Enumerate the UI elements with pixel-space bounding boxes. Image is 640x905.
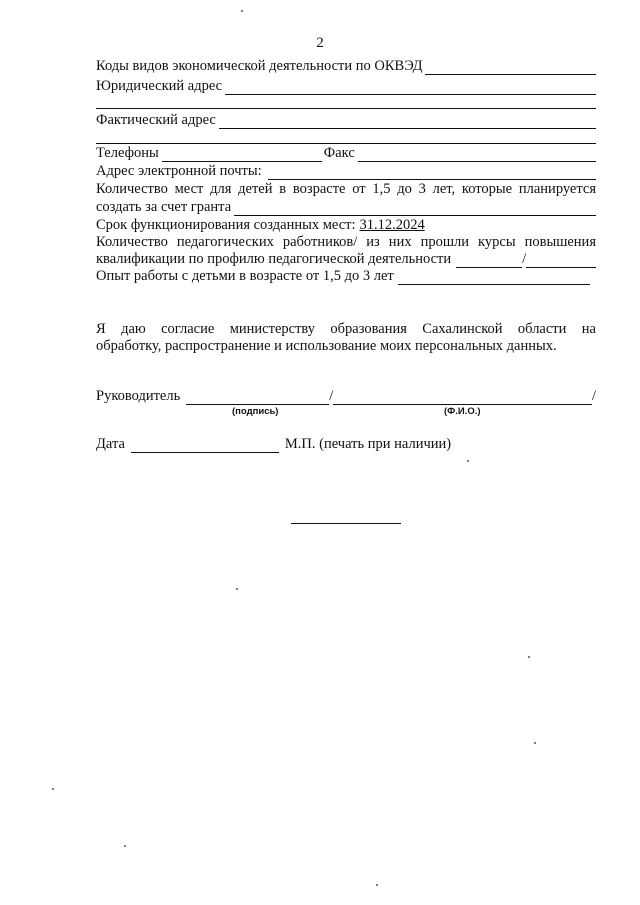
term-row [96,217,596,234]
phones-row [96,145,596,162]
okved-row [96,58,596,75]
legal-address-field-2[interactable] [96,108,596,109]
fax-label: Факс [323,145,355,161]
places-field[interactable] [234,202,596,216]
experience-label: Опыт работы с детьми в возрасте от 1,5 до 3 лет [96,268,394,284]
signature-field[interactable] [186,391,329,405]
closing-divider [291,523,401,524]
actual-address-field-2[interactable] [96,143,596,144]
teachers-total-field[interactable] [456,254,522,268]
teachers-label-2: квалификации по профилю педагогической деятельности [96,251,452,267]
okved-label: Коды видов экономической деятельности по ОКВЭД [96,58,423,74]
date-field[interactable] [131,439,279,453]
consent-row-2 [96,338,596,355]
term-label: Срок функционирования созданных мест: [96,217,356,233]
legal-address-label: Юридический адрес [96,78,223,94]
scan-speck [236,588,238,590]
okved-field[interactable] [425,61,596,75]
page-number: 2 [316,35,324,51]
head-label: Руководитель [96,388,181,404]
teachers-label-1: Количество педагогических работников/ из них прошли курсы повышения [96,234,596,250]
fax-field[interactable] [358,148,596,162]
legal-address-row [96,78,596,95]
teachers-row-2 [96,251,596,268]
actual-address-label: Фактический адрес [96,112,216,128]
scan-speck [241,10,243,12]
teachers-row-1 [96,234,596,251]
email-field[interactable] [268,166,596,180]
consent-text-2: обработку, распространение и использование моих персональных данных. [96,338,557,354]
experience-field[interactable] [398,271,590,285]
consent-row-1 [96,321,596,338]
name-caption: (Ф.И.О.) [444,406,481,417]
head-row [96,388,596,405]
scan-speck [528,656,530,658]
actual-address-row [96,112,596,129]
phones-label: Телефоны [96,145,159,161]
teachers-trained-field[interactable] [526,254,596,268]
head-separator-1: / [329,388,334,404]
consent-text-1: Я даю согласие министерству образования Сахалинской области на [96,321,596,337]
email-row [96,163,596,180]
actual-address-field[interactable] [219,115,596,129]
date-label: Дата [96,436,125,452]
scan-speck [52,788,54,790]
date-row [96,436,476,453]
head-separator-2: / [591,388,596,404]
term-value: 31.12.2024 [359,217,425,233]
places-label-1: Количество мест для детей в возрасте от 1,5 до 3 лет, которые планируется [96,181,596,197]
scan-speck [467,460,469,462]
signature-caption: (подпись) [232,406,279,417]
stamp-label: М.П. (печать при наличии) [284,436,452,452]
scan-speck [376,884,378,886]
scan-speck [124,845,126,847]
legal-address-field[interactable] [225,81,596,95]
email-label: Адрес электронной почты: [96,163,262,179]
teachers-separator: / [522,251,527,267]
head-name-field[interactable] [333,391,592,405]
experience-row [96,268,590,285]
places-row-2 [96,199,596,216]
places-row-1 [96,181,596,198]
places-label-2: создать за счет гранта [96,199,232,215]
phones-field[interactable] [162,148,322,162]
scan-speck [534,742,536,744]
